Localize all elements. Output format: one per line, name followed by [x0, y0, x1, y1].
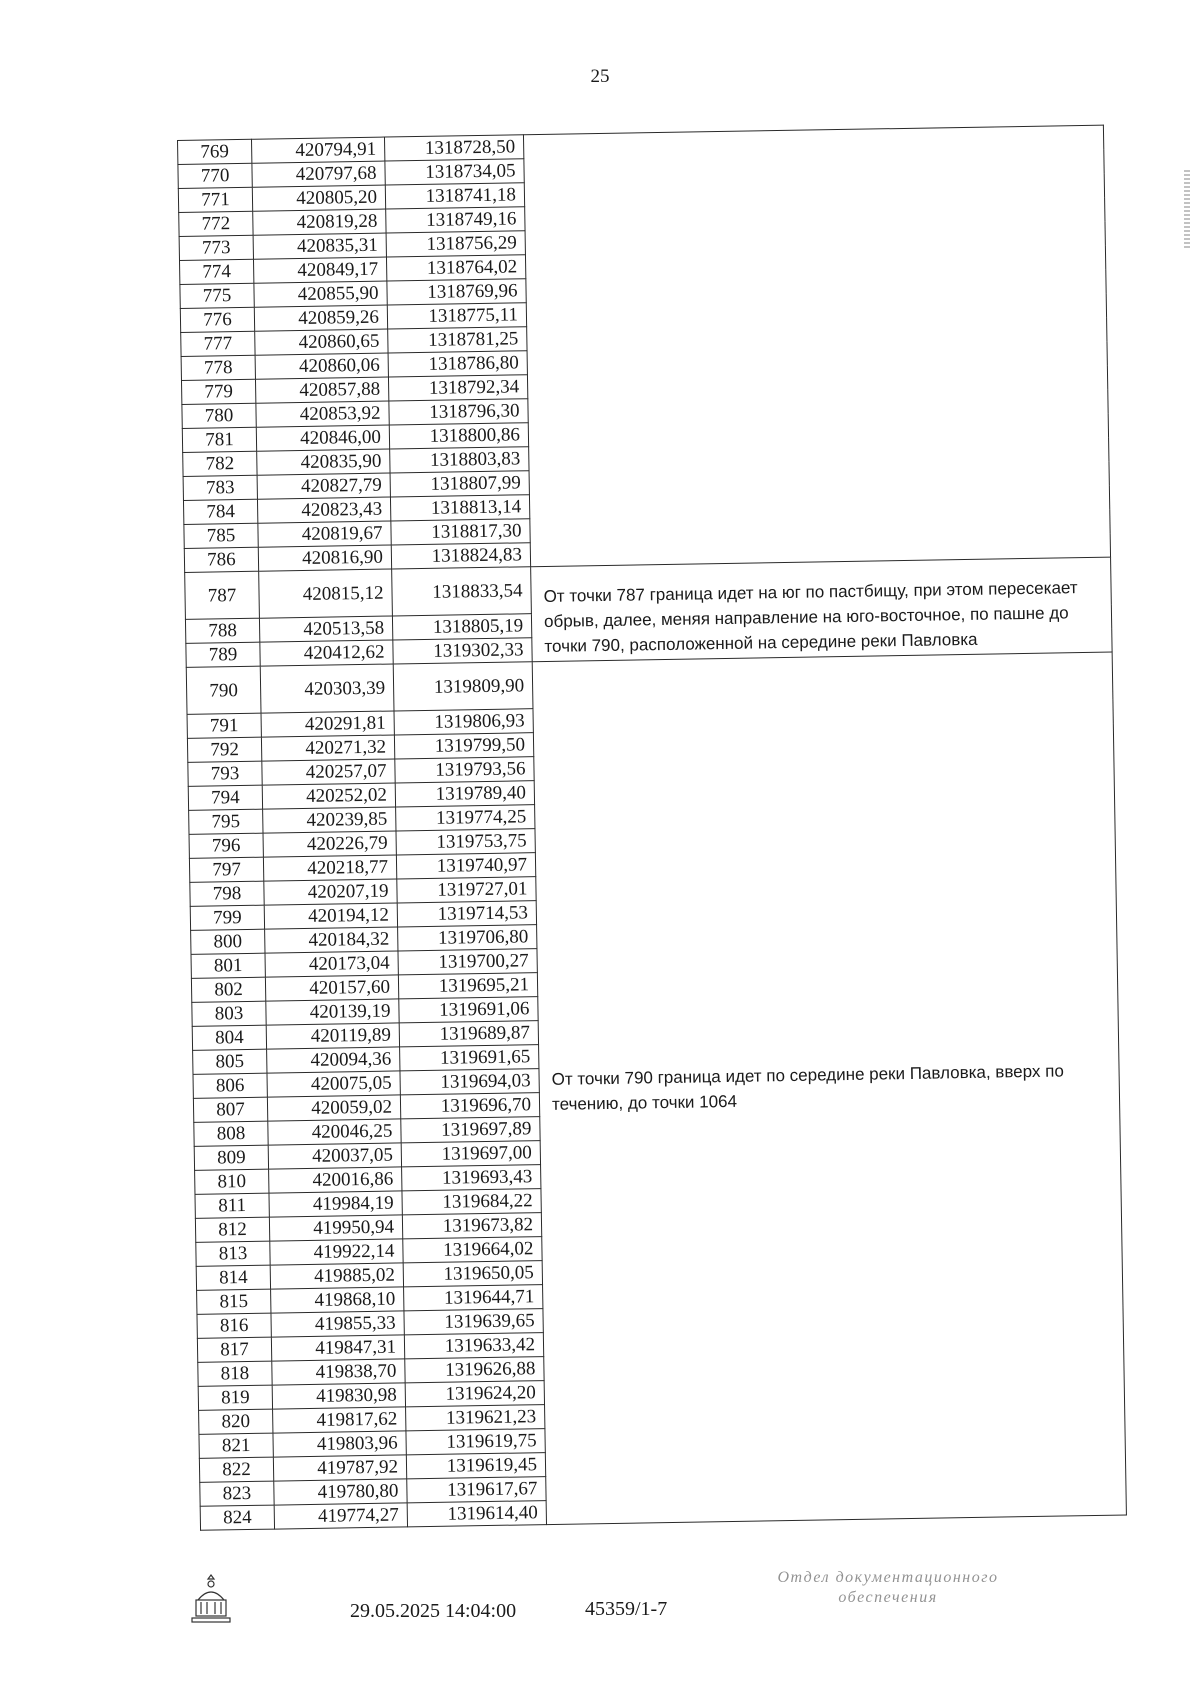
- point-number-cell: 816: [197, 1313, 271, 1338]
- stamp-line-1: Отдел документационного: [777, 1569, 999, 1586]
- y-coordinate-cell: 1319624,20: [405, 1381, 544, 1407]
- department-stamp: [758, 1568, 1018, 1608]
- point-number-cell: 796: [189, 833, 263, 858]
- y-coordinate-cell: 1318741,18: [385, 183, 524, 209]
- x-coordinate-cell: 420046,25: [268, 1119, 401, 1145]
- point-number-cell: 787: [185, 571, 260, 619]
- y-coordinate-cell: 1319793,56: [395, 757, 534, 783]
- x-coordinate-cell: 420037,05: [268, 1143, 401, 1169]
- x-coordinate-cell: 419780,80: [274, 1479, 407, 1505]
- blank-description-cell: [523, 125, 1110, 567]
- y-coordinate-cell: 1319799,50: [394, 733, 533, 759]
- registry-logo-icon: [188, 1572, 234, 1628]
- point-number-cell: 812: [195, 1217, 269, 1242]
- y-coordinate-cell: 1319727,01: [397, 877, 536, 903]
- y-coordinate-cell: 1319673,82: [402, 1213, 541, 1239]
- x-coordinate-cell: 420835,31: [253, 233, 386, 259]
- y-coordinate-cell: 1319774,25: [396, 805, 535, 831]
- y-coordinate-cell: 1319695,21: [398, 973, 537, 999]
- y-coordinate-cell: 1319714,53: [397, 901, 536, 927]
- point-number-cell: 800: [191, 929, 265, 954]
- table-row: [178, 125, 1104, 164]
- x-coordinate-cell: 419984,19: [269, 1191, 402, 1217]
- x-coordinate-cell: 419885,02: [270, 1263, 403, 1289]
- y-coordinate-cell: 1318805,19: [392, 614, 531, 640]
- x-coordinate-cell: 420218,77: [263, 855, 396, 881]
- y-coordinate-cell: 1319753,75: [396, 829, 535, 855]
- x-coordinate-cell: 419950,94: [269, 1215, 402, 1241]
- y-coordinate-cell: 1319639,65: [404, 1309, 543, 1335]
- point-number-cell: 774: [179, 259, 253, 284]
- y-coordinate-cell: 1318833,54: [392, 567, 532, 616]
- y-coordinate-cell: 1319619,75: [406, 1429, 545, 1455]
- y-coordinate-cell: 1318764,02: [386, 255, 525, 281]
- y-coordinate-cell: 1319684,22: [402, 1189, 541, 1215]
- x-coordinate-cell: 419803,96: [273, 1431, 406, 1457]
- stamp-line-2: обеспечения: [838, 1589, 938, 1606]
- y-coordinate-cell: 1318769,96: [387, 279, 526, 305]
- point-number-cell: 776: [180, 307, 254, 332]
- x-coordinate-cell: 420815,12: [259, 569, 393, 618]
- x-coordinate-cell: 419830,98: [272, 1383, 405, 1409]
- y-coordinate-cell: 1319619,45: [406, 1453, 545, 1479]
- y-coordinate-cell: 1318807,99: [390, 471, 529, 497]
- point-number-cell: 782: [183, 451, 257, 476]
- footer-datetime: 29.05.2025 14:04:00: [350, 1600, 517, 1622]
- y-coordinate-cell: 1318749,16: [386, 207, 525, 233]
- point-number-cell: 823: [200, 1481, 274, 1506]
- point-number-cell: 773: [179, 235, 253, 260]
- point-number-cell: 771: [178, 187, 252, 212]
- point-number-cell: 769: [178, 139, 252, 164]
- point-number-cell: 801: [191, 953, 265, 978]
- y-coordinate-cell: 1318786,80: [388, 351, 527, 377]
- x-coordinate-cell: 420094,36: [267, 1047, 400, 1073]
- y-coordinate-cell: 1319806,93: [394, 709, 533, 735]
- point-number-cell: 789: [186, 642, 260, 667]
- y-coordinate-cell: 1319633,42: [404, 1333, 543, 1359]
- x-coordinate-cell: 420271,32: [261, 735, 394, 761]
- x-coordinate-cell: 419838,70: [272, 1359, 405, 1385]
- y-coordinate-cell: 1318824,83: [391, 543, 530, 569]
- x-coordinate-cell: 420059,02: [267, 1095, 400, 1121]
- point-number-cell: 813: [196, 1241, 270, 1266]
- x-coordinate-cell: 420252,02: [262, 783, 395, 809]
- y-coordinate-cell: 1319809,90: [393, 662, 533, 711]
- y-coordinate-cell: 1319697,00: [401, 1141, 540, 1167]
- x-coordinate-cell: 420857,88: [255, 377, 388, 403]
- point-number-cell: 795: [189, 809, 263, 834]
- point-number-cell: 786: [184, 547, 258, 572]
- point-number-cell: 784: [183, 499, 257, 524]
- x-coordinate-cell: 419787,92: [273, 1455, 406, 1481]
- point-number-cell: 821: [199, 1433, 273, 1458]
- x-coordinate-cell: 420827,79: [257, 473, 390, 499]
- y-coordinate-cell: 1319693,43: [402, 1165, 541, 1191]
- x-coordinate-cell: 420823,43: [257, 497, 390, 523]
- page-number: 25: [590, 66, 610, 87]
- point-number-cell: 797: [189, 857, 263, 882]
- x-coordinate-cell: 420816,90: [258, 545, 391, 571]
- x-coordinate-cell: 420016,86: [269, 1167, 402, 1193]
- y-coordinate-cell: 1319700,27: [398, 949, 537, 975]
- point-number-cell: 791: [187, 713, 261, 738]
- x-coordinate-cell: 419855,33: [271, 1311, 404, 1337]
- point-number-cell: 807: [193, 1097, 267, 1122]
- y-coordinate-cell: 1319740,97: [396, 853, 535, 879]
- point-number-cell: 780: [182, 403, 256, 428]
- y-coordinate-cell: 1319621,23: [406, 1405, 545, 1431]
- point-number-cell: 809: [194, 1145, 268, 1170]
- y-coordinate-cell: 1319694,03: [400, 1069, 539, 1095]
- point-number-cell: 779: [181, 379, 255, 404]
- point-number-cell: 794: [188, 785, 262, 810]
- y-coordinate-cell: 1318734,05: [385, 159, 524, 185]
- y-coordinate-cell: 1319706,80: [398, 925, 537, 951]
- y-coordinate-cell: 1318728,50: [384, 135, 523, 161]
- x-coordinate-cell: 419868,10: [271, 1287, 404, 1313]
- point-number-cell: 817: [197, 1337, 271, 1362]
- point-number-cell: 822: [199, 1457, 273, 1482]
- x-coordinate-cell: 420805,20: [252, 185, 385, 211]
- point-number-cell: 815: [197, 1289, 271, 1314]
- x-coordinate-cell: 420846,00: [256, 425, 389, 451]
- point-number-cell: 777: [181, 331, 255, 356]
- boundary-description-790: От точки 790 граница идет по середине реки Павловка, вверх по течению, до точки 1064: [532, 652, 1126, 1524]
- point-number-cell: 805: [193, 1049, 267, 1074]
- y-coordinate-cell: 1319691,06: [399, 997, 538, 1023]
- x-coordinate-cell: 420860,06: [255, 353, 388, 379]
- point-number-cell: 772: [179, 211, 253, 236]
- point-number-cell: 770: [178, 163, 252, 188]
- x-coordinate-cell: 420207,19: [264, 879, 397, 905]
- point-number-cell: 788: [185, 618, 259, 643]
- x-coordinate-cell: 420075,05: [267, 1071, 400, 1097]
- point-number-cell: 798: [190, 881, 264, 906]
- x-coordinate-cell: 419774,27: [274, 1503, 407, 1529]
- x-coordinate-cell: 420239,85: [263, 807, 396, 833]
- point-number-cell: 820: [199, 1409, 273, 1434]
- y-coordinate-cell: 1319626,88: [405, 1357, 544, 1383]
- x-coordinate-cell: 420194,12: [264, 903, 397, 929]
- y-coordinate-cell: 1319614,40: [407, 1501, 546, 1527]
- point-number-cell: 775: [180, 283, 254, 308]
- x-coordinate-cell: 419847,31: [271, 1335, 404, 1361]
- x-coordinate-cell: 420139,19: [266, 999, 399, 1025]
- x-coordinate-cell: 419922,14: [270, 1239, 403, 1265]
- y-coordinate-cell: 1318817,30: [391, 519, 530, 545]
- x-coordinate-cell: 420797,68: [252, 161, 385, 187]
- y-coordinate-cell: 1319617,67: [407, 1477, 546, 1503]
- y-coordinate-cell: 1319789,40: [395, 781, 534, 807]
- point-number-cell: 811: [195, 1193, 269, 1218]
- point-number-cell: 803: [192, 1001, 266, 1026]
- scan-edge-mark: [1184, 170, 1190, 250]
- y-coordinate-cell: 1318792,34: [388, 375, 527, 401]
- x-coordinate-cell: 419817,62: [273, 1407, 406, 1433]
- footer-doc-number: 45359/1-7: [585, 1598, 668, 1620]
- point-number-cell: 806: [193, 1073, 267, 1098]
- y-coordinate-cell: 1319697,89: [401, 1117, 540, 1143]
- x-coordinate-cell: 420303,39: [260, 664, 394, 713]
- x-coordinate-cell: 420859,26: [254, 305, 387, 331]
- point-number-cell: 804: [192, 1025, 266, 1050]
- x-coordinate-cell: 420794,91: [251, 137, 384, 163]
- y-coordinate-cell: 1318803,83: [390, 447, 529, 473]
- boundary-description-787: От точки 787 граница идет на юг по пастбищу, при этом пересекает обрыв, далее, меняя направление на юго-восточное, по пашне до точки 790, расположенной на середине реки Павловка: [531, 557, 1112, 662]
- point-number-cell: 819: [198, 1385, 272, 1410]
- point-number-cell: 802: [191, 977, 265, 1002]
- coordinates-table: [177, 125, 1127, 1531]
- y-coordinate-cell: 1318775,11: [387, 303, 526, 329]
- point-number-cell: 778: [181, 355, 255, 380]
- y-coordinate-cell: 1319302,33: [393, 638, 532, 664]
- point-number-cell: 783: [183, 475, 257, 500]
- y-coordinate-cell: 1319650,05: [403, 1261, 542, 1287]
- y-coordinate-cell: 1318813,14: [390, 495, 529, 521]
- y-coordinate-cell: 1318756,29: [386, 231, 525, 257]
- x-coordinate-cell: 420157,60: [265, 975, 398, 1001]
- x-coordinate-cell: 420184,32: [265, 927, 398, 953]
- point-number-cell: 808: [194, 1121, 268, 1146]
- x-coordinate-cell: 420513,58: [259, 616, 392, 642]
- point-number-cell: 799: [190, 905, 264, 930]
- x-coordinate-cell: 420855,90: [254, 281, 387, 307]
- y-coordinate-cell: 1318796,30: [389, 399, 528, 425]
- y-coordinate-cell: 1319644,71: [404, 1285, 543, 1311]
- y-coordinate-cell: 1318800,86: [389, 423, 528, 449]
- y-coordinate-cell: 1319691,65: [400, 1045, 539, 1071]
- point-number-cell: 785: [184, 523, 258, 548]
- coordinates-table-body: [178, 125, 1127, 1530]
- x-coordinate-cell: 420257,07: [262, 759, 395, 785]
- x-coordinate-cell: 420226,79: [263, 831, 396, 857]
- y-coordinate-cell: 1318781,25: [388, 327, 527, 353]
- y-coordinate-cell: 1319664,02: [403, 1237, 542, 1263]
- point-number-cell: 824: [200, 1505, 274, 1530]
- point-number-cell: 814: [196, 1265, 270, 1290]
- y-coordinate-cell: 1319689,87: [399, 1021, 538, 1047]
- x-coordinate-cell: 420119,89: [266, 1023, 399, 1049]
- point-number-cell: 790: [186, 666, 261, 714]
- x-coordinate-cell: 420835,90: [257, 449, 390, 475]
- y-coordinate-cell: 1319696,70: [400, 1093, 539, 1119]
- x-coordinate-cell: 420849,17: [253, 257, 386, 283]
- x-coordinate-cell: 420819,28: [253, 209, 386, 235]
- x-coordinate-cell: 420173,04: [265, 951, 398, 977]
- point-number-cell: 792: [187, 737, 261, 762]
- point-number-cell: 781: [182, 427, 256, 452]
- x-coordinate-cell: 420853,92: [256, 401, 389, 427]
- x-coordinate-cell: 420412,62: [260, 640, 393, 666]
- point-number-cell: 810: [195, 1169, 269, 1194]
- x-coordinate-cell: 420291,81: [261, 711, 394, 737]
- x-coordinate-cell: 420819,67: [258, 521, 391, 547]
- x-coordinate-cell: 420860,65: [255, 329, 388, 355]
- point-number-cell: 818: [198, 1361, 272, 1386]
- point-number-cell: 793: [188, 761, 262, 786]
